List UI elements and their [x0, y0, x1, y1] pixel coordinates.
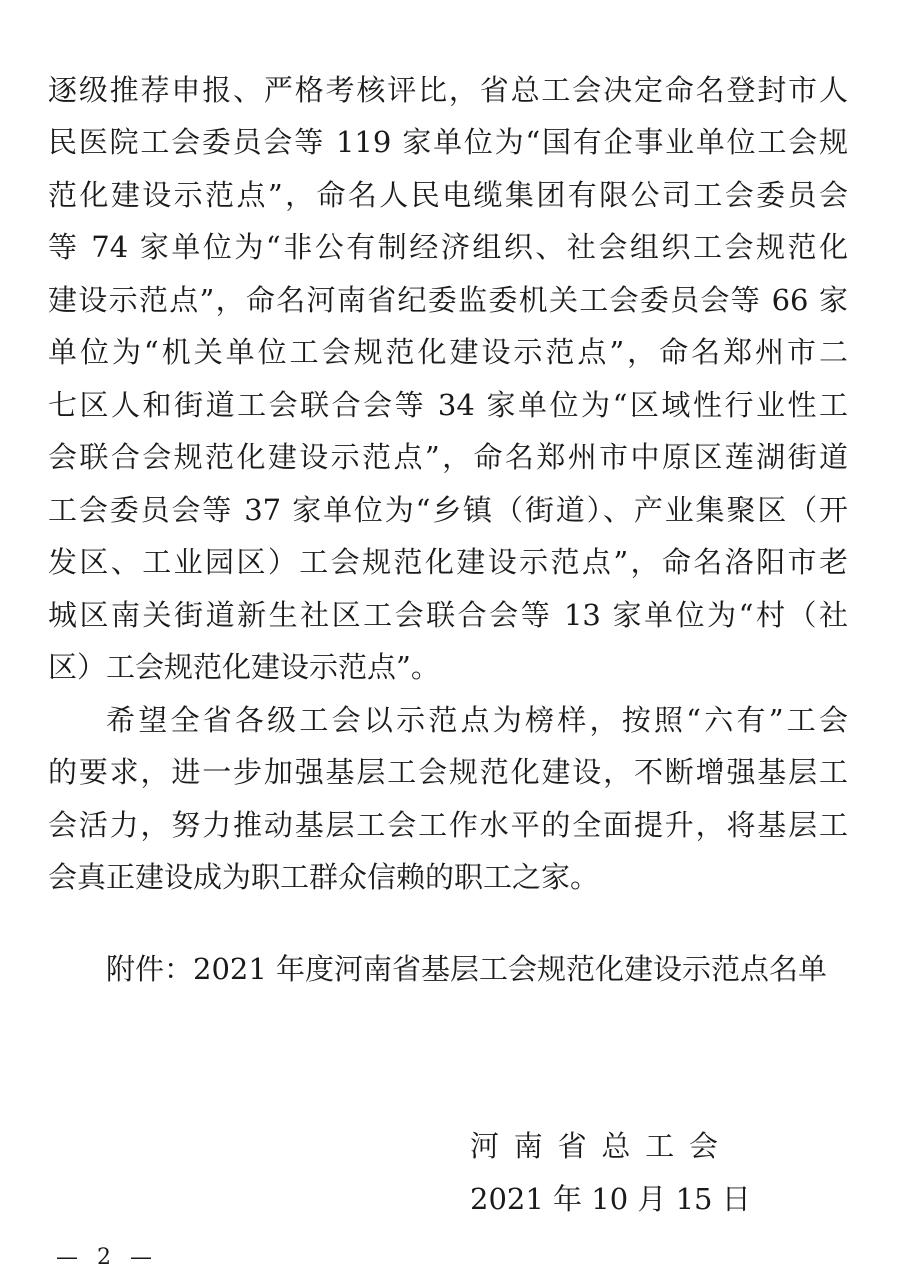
body-line: 逐级推荐申报、严格考核评比，省总工会决定命名登封市人	[48, 73, 848, 107]
body-line: 建设示范点”，命名河南省纪委监委机关工会委员会等 66 家	[48, 283, 848, 317]
body-line: 工会委员会等 37 家单位为“乡镇（街道）、产业集聚区（开	[48, 493, 848, 527]
body-line: 会真正建设成为职工群众信赖的职工之家。	[48, 860, 600, 894]
body-line: 民医院工会委员会等 119 家单位为“国有企事业单位工会规	[48, 125, 848, 159]
attachment-note: 附件：2021 年度河南省基层工会规范化建设示范点名单	[106, 952, 828, 986]
body-line: 的要求，进一步加强基层工会规范化建设，不断增强基层工	[48, 755, 848, 789]
body-line: 范化建设示范点”，命名人民电缆集团有限公司工会委员会	[48, 178, 848, 212]
body-line: 等 74 家单位为“非公有制经济组织、社会组织工会规范化	[48, 230, 848, 264]
body-line: 会活力，努力推动基层工会工作水平的全面提升，将基层工	[48, 808, 848, 842]
body-line: 区）工会规范化建设示范点”。	[48, 650, 440, 684]
body-line: 发区、工业园区）工会规范化建设示范点”，命名洛阳市老	[48, 545, 848, 579]
page-number: — 2 —	[56, 1245, 158, 1270]
body-line: 会联合会规范化建设示范点”，命名郑州市中原区莲湖街道	[48, 440, 848, 474]
body-line: 希望全省各级工会以示范点为榜样，按照“六有”工会	[106, 703, 848, 737]
signature-organization: 河南省总工会	[470, 1129, 718, 1163]
body-line: 七区人和街道工会联合会等 34 家单位为“区域性行业性工	[48, 388, 848, 422]
body-line: 城区南关街道新生社区工会联合会等 13 家单位为“村（社	[48, 598, 848, 632]
body-line: 单位为“机关单位工会规范化建设示范点”，命名郑州市二	[48, 335, 848, 369]
signature-date: 2021 年 10 月 15 日	[470, 1182, 751, 1216]
